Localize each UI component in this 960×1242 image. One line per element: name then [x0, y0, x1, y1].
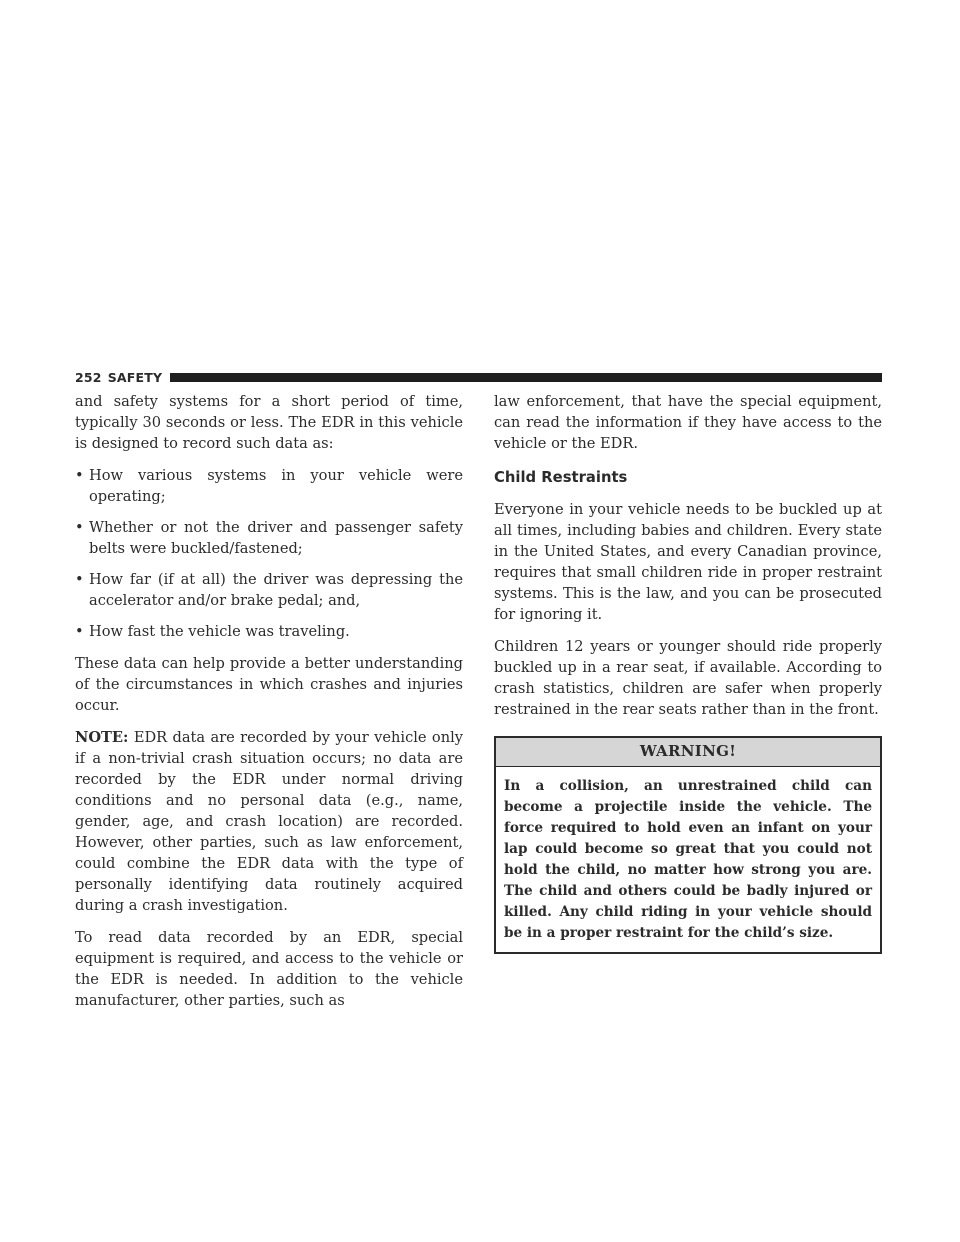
list-item: [75, 465, 463, 507]
section-heading: Child Restraints: [494, 469, 628, 486]
header-label: [75, 370, 162, 385]
intro-paragraph: and safety systems for a short period of time, typically 30 seconds or less. The EDR in this vehicle is designed to record such data as:: [75, 393, 463, 452]
bullet-icon: •: [75, 571, 84, 588]
page-header: [75, 369, 882, 385]
list-item-text: How various systems in your vehicle were operating;: [89, 467, 463, 505]
page-number: 252: [75, 369, 102, 385]
left-column: [75, 391, 463, 1022]
warning-text: In a collision, an unrestrained child can become a projectile inside the vehicle. The force required to hold even an infant on your lap could become so great that you could not hold the child, no matter how strong you are. The child and others could be badly injured or killed. Any child riding in your vehicle should be in a proper restraint for the child’s size.: [504, 778, 872, 941]
buckle-up-paragraph: Everyone in your vehicle needs to be buckled up at all times, including babies and children. Every state in the United States, and every Canadian province, requires that small children ride in proper restraint systems. This is the law, and you can be prosecuted for ignoring it.: [494, 501, 882, 623]
note-paragraph: [75, 727, 463, 916]
list-item-text: Whether or not the driver and passenger safety belts were buckled/fastened;: [89, 519, 463, 557]
note-text: EDR data are recorded by your vehicle only if a non-trivial crash situation occurs; no data are recorded by the EDR under normal driving conditions and no personal data (e.g., name, gender, age, and crash location) are recorded. However, other parties, such as law enforcement, could combine the EDR data with the type of personally identifying data routinely acquired during a crash investigation.: [75, 729, 464, 914]
understanding-paragraph: These data can help provide a better understanding of the circumstances in which crashes and injuries occur.: [75, 655, 463, 714]
list-item-text: How far (if at all) the driver was depressing the accelerator and/or brake pedal; and,: [89, 571, 463, 609]
note-label: NOTE:: [75, 729, 129, 746]
list-item: [75, 569, 463, 611]
section-name: SAFETY: [107, 369, 163, 385]
warning-box: [494, 736, 882, 954]
read-data-paragraph: To read data recorded by an EDR, special equipment is required, and access to the vehicle or the EDR is needed. In addition to the vehicle manufacturer, other parties, such as: [75, 929, 463, 1009]
list-item: [75, 621, 463, 642]
warning-title: WARNING!: [496, 738, 880, 767]
bullet-icon: •: [75, 467, 84, 484]
header-rule: [170, 373, 882, 382]
rear-seat-paragraph: Children 12 years or younger should ride properly buckled up in a rear seat, if available. According to crash statistics, children are safer when properly restrained in the rear seats rather than in the front.: [494, 638, 882, 718]
continuation-paragraph: law enforcement, that have the special equipment, can read the information if they have access to the vehicle or the EDR.: [494, 393, 882, 452]
list-item-text: How fast the vehicle was traveling.: [89, 623, 350, 640]
bullet-icon: •: [75, 623, 84, 640]
right-column: [494, 391, 882, 954]
edr-data-list: [75, 465, 463, 642]
bullet-icon: •: [75, 519, 84, 536]
list-item: [75, 517, 463, 559]
